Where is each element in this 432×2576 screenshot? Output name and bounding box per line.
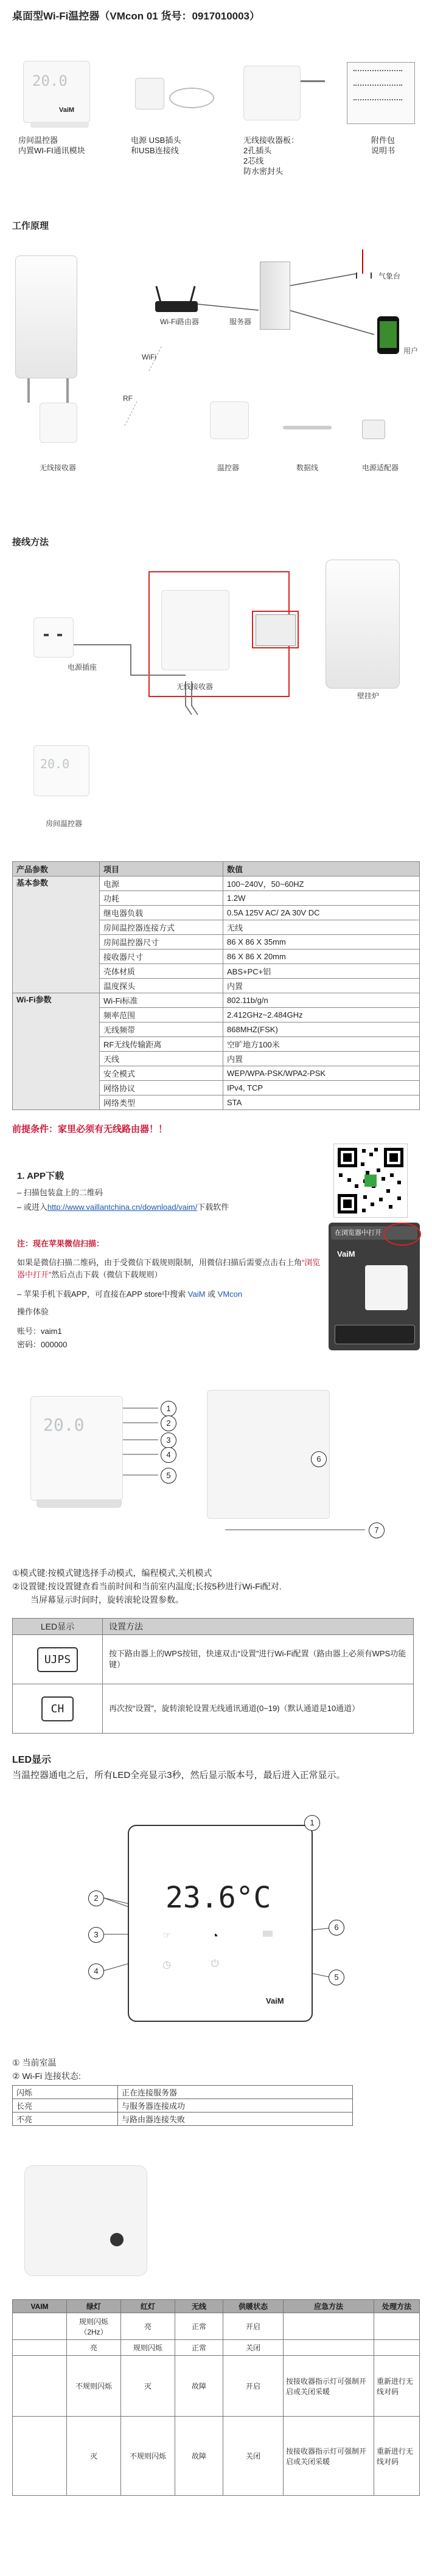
led-callout-1: 1 [304, 1815, 320, 1831]
legend-item: ① 当前室温 [12, 2058, 57, 2067]
cable-label: 数据线 [296, 463, 318, 472]
led-display-cell [13, 1635, 103, 1684]
brand-logo: VaiM [59, 106, 75, 114]
legend [12, 2056, 81, 2083]
caption-thermostat: 房间温控器 内置WI-FI通讯模块 [18, 136, 85, 155]
callout-3: 3 [161, 1432, 176, 1448]
router-label: Wi-Fi路由器 [160, 318, 199, 326]
header-cell: 项目 [100, 862, 223, 877]
led-table-header [13, 1619, 414, 1635]
table-cell: 温度探头 [100, 979, 223, 993]
table-cell [374, 2313, 420, 2340]
back-view-image [207, 1390, 330, 1519]
led-callout-4: 4 [88, 1963, 104, 1979]
table-cell: 正常 [175, 2340, 223, 2356]
header-cell: 绿灯 [67, 2300, 121, 2313]
status-table-wrap [12, 2085, 353, 2126]
fault-table-header [13, 2300, 420, 2313]
table-cell: 内置 [223, 979, 420, 993]
wifi-icon: ◔ [211, 1929, 219, 1943]
wiring-title: 接线方法 [12, 537, 49, 547]
hand-icon: ☞ [162, 1931, 172, 1941]
table-row [13, 1684, 414, 1734]
note-paragraph: 如果是微信扫描二维码，由于受微信下载规则限制，用微信扫描后需要点击右上角“浏览器中打开”然后点击下载（微信下载规则） [17, 1258, 321, 1279]
server-label: 服务器 [229, 318, 251, 326]
header-cell: 数值 [223, 862, 420, 877]
phone-brand: VaiM [337, 1249, 355, 1258]
router-image [155, 301, 198, 312]
header-cell: 设置方法 [103, 1619, 414, 1635]
user-label: 用户 [403, 347, 418, 355]
download-line: – 或进入http://www.vaillantchina.cn/download/vaim/下载软件 [17, 1203, 229, 1212]
table-row [13, 2417, 420, 2496]
boiler-image [15, 255, 77, 378]
front-view-base [37, 1499, 122, 1508]
phone-thermostat-image [365, 1265, 408, 1310]
table-row [13, 2340, 420, 2356]
usb-cable-photo [169, 88, 214, 108]
caption-accessory: 附件包 说明书 [371, 136, 395, 155]
table-cell: IPv4, TCP [223, 1081, 420, 1095]
usb-adapter-photo [135, 78, 164, 109]
table-cell: 重新进行无线对码 [374, 2417, 420, 2496]
wiring-thermostat-display: 20.0 [40, 757, 70, 771]
wiring-thermostat-label: 房间温控器 [45, 819, 82, 828]
table-cell: 开启 [223, 2313, 284, 2340]
table-cell [284, 2313, 374, 2340]
header-cell: 应急方法 [284, 2300, 374, 2313]
table-cell: 不规则闪烁 [67, 2356, 121, 2417]
table-cell: 天线 [100, 1052, 223, 1066]
led-display: UJPS [37, 1647, 78, 1672]
fault-table-wrap [12, 2299, 420, 2496]
table-cell: 86 X 86 X 20mm [223, 950, 420, 964]
accessory-pack-photo [347, 62, 415, 124]
table-cell: 正在连接服务器 [118, 2086, 353, 2099]
instruction-line-1: ①模式键:按模式键选择手动模式，编程模式,关机模式 [12, 1568, 212, 1578]
thermostat-label: 温控器 [217, 463, 239, 472]
instructions [12, 1566, 420, 1606]
legend-item: ② Wi-Fi 连接状态: [12, 2071, 81, 2081]
table-cell: 闪烁 [13, 2086, 118, 2099]
table-cell: 按接收器指示灯可强制开启或关闭采暖 [284, 2417, 374, 2496]
cable-image [283, 426, 332, 429]
app-download-heading: 1. APP下载 [17, 1171, 64, 1181]
rf-label: RF [123, 394, 133, 403]
note-title: 注：现在苹果微信扫描： [17, 1239, 105, 1248]
open-in-browser-highlight [383, 1223, 421, 1246]
adapter-label: 电源适配器 [361, 463, 399, 472]
led-section-desc: 当温控器通电之后，所有LED全亮显示3秒，然后显示版本号，最后进入正常显示。 [12, 1770, 346, 1780]
socket-label: 电源插座 [67, 663, 97, 672]
spec-table-header [13, 862, 420, 877]
table-cell: 亮 [121, 2313, 175, 2340]
status-table [12, 2085, 353, 2126]
table-cell: WEP/WPA-PSK/WPA2-PSK [223, 1066, 420, 1081]
table-cell [13, 2356, 67, 2417]
callout-6: 6 [311, 1451, 327, 1467]
table-cell: RF无线传输距离 [100, 1037, 223, 1052]
wiring-thermostat-image [33, 745, 89, 796]
spec-table-wrap [12, 861, 420, 1110]
receiver-board [256, 614, 296, 646]
wiring-boiler-image [326, 560, 400, 689]
account-line: 账号：vaim1 [17, 1327, 62, 1336]
category-cell: Wi-Fi参数 [13, 993, 100, 1110]
led-callout-3: 3 [88, 1927, 104, 1943]
table-cell: 网络协议 [100, 1081, 223, 1095]
led-section-title: LED显示 [12, 1755, 52, 1765]
table-cell: 与路由器连接失败 [118, 2113, 353, 2126]
category-cell: 基本参数 [13, 877, 100, 993]
table-row [13, 877, 420, 891]
header-cell: 产品参数 [13, 862, 100, 877]
socket-image [33, 617, 74, 658]
receiver-photo [243, 66, 301, 120]
caption-receiver: 无线接收器板： 2孔插头 2芯线 防水密封头 [243, 136, 299, 176]
table-row [13, 2356, 420, 2417]
table-row [13, 2099, 353, 2113]
callout-7: 7 [369, 1522, 385, 1538]
table-cell: 亮 [67, 2340, 121, 2356]
receiver-closeup-image [24, 2165, 147, 2276]
adapter-image [362, 420, 385, 439]
wiring-receiver-image [161, 590, 229, 670]
box-contents [6, 36, 426, 182]
receiver-cable [301, 80, 325, 82]
table-row [13, 2313, 420, 2340]
download-link[interactable]: http://www.vaillantchina.cn/download/vaim/ [47, 1203, 198, 1212]
boiler-pipes [27, 378, 69, 403]
table-cell: 灭 [67, 2417, 121, 2496]
led-callout-6: 6 [329, 1920, 344, 1935]
device-views [12, 1384, 420, 1548]
caption-usb: 电源 USB插头 和USB连接线 [131, 136, 181, 155]
led-callout-2: 2 [88, 1890, 104, 1906]
table-row [13, 2113, 353, 2126]
mode-icon: ◷ [162, 1960, 171, 1970]
callout-2: 2 [161, 1415, 176, 1431]
table-cell: 正常 [175, 2313, 223, 2340]
header-cell: 红灯 [121, 2300, 175, 2313]
table-cell: 无线频带 [100, 1022, 223, 1037]
spec-table [12, 861, 420, 1110]
flame-icon [263, 1931, 273, 1937]
table-cell: 1.2W [223, 891, 420, 906]
table-cell: 按下路由器上的WPS按钮，快速双击“设置”进行Wi-Fi配置（路由器上必须有WPS功能键） [103, 1635, 414, 1684]
phone-screenshot [329, 1223, 420, 1350]
weather-label: 气象台 [378, 272, 400, 280]
weather-antenna-icon [362, 249, 363, 274]
table-cell [13, 2313, 67, 2340]
table-cell: 重新进行无线对码 [374, 2356, 420, 2417]
phone-image [377, 316, 399, 354]
table-row [13, 2086, 353, 2099]
ios-line: – 苹果手机下载APP，可直接在APP store中搜索 VaiM 或 VMcon [17, 1290, 243, 1299]
table-cell: 故障 [175, 2356, 223, 2417]
table-cell: 电源 [100, 877, 223, 891]
receiver-led-button[interactable] [110, 2233, 124, 2246]
led-temperature-display: 23.6°C [165, 1881, 271, 1915]
thermostat-stand [30, 122, 89, 128]
led-display-cell [13, 1684, 103, 1734]
guide-line: 操作体验 [17, 1307, 49, 1316]
table-cell: 功耗 [100, 891, 223, 906]
qr-code-pattern [334, 1144, 407, 1217]
open-in-browser-label[interactable]: 在浏览器中打开 [335, 1229, 381, 1237]
callout-4: 4 [161, 1447, 176, 1463]
password-line: 密码：000000 [17, 1340, 68, 1349]
callout-1: 1 [161, 1401, 176, 1417]
header-cell: LED显示 [13, 1619, 103, 1635]
table-cell: 接收器尺寸 [100, 950, 223, 964]
front-view-image [30, 1396, 123, 1501]
led-brand-logo: VaiM [266, 1996, 284, 2005]
header-cell: 供暖状态 [223, 2300, 284, 2313]
table-cell: 100~240V，50~60HZ [223, 877, 420, 891]
table-cell: 继电器负载 [100, 906, 223, 920]
table-cell: 802.11b/g/n [223, 993, 420, 1008]
led-thermostat-front [128, 1825, 313, 2022]
thermostat-display: 20.0 [32, 72, 68, 89]
thermostat-photo [23, 61, 90, 123]
table-cell: 不规则闪烁 [121, 2417, 175, 2496]
receiver-image [40, 403, 77, 443]
power-icon: ⏻ [211, 1959, 219, 1969]
header-cell: VAIM [13, 2300, 67, 2313]
led-display: CH [41, 1696, 74, 1721]
table-cell: 无线 [223, 920, 420, 935]
table-cell: 网络类型 [100, 1095, 223, 1110]
table-cell: 故障 [175, 2417, 223, 2496]
table-cell: STA [223, 1095, 420, 1110]
server-image [260, 262, 290, 330]
instruction-line-2: ②设置键:按设置键查看当前时间和当前室内温度;长按5秒进行Wi-Fi配对. [12, 1581, 282, 1591]
page-title: 桌面型Wi-Fi温控器（VMcon 01 货号：0917010003） [12, 10, 260, 22]
fault-table [12, 2299, 420, 2496]
wifi-label: WiFi [142, 353, 156, 361]
qr-code[interactable] [333, 1144, 408, 1218]
table-cell: 关闭 [223, 2340, 284, 2356]
table-cell: 不亮 [13, 2113, 118, 2126]
table-cell: 频率范围 [100, 1008, 223, 1022]
weather-antenna-base [356, 273, 372, 279]
table-cell: 86 X 86 X 35mm [223, 935, 420, 950]
table-cell: 按接收器指示灯可强制开启或关闭采暖 [284, 2356, 374, 2417]
table-cell: 灭 [121, 2356, 175, 2417]
boiler-label: 壁挂炉 [357, 692, 379, 700]
led-table-wrap [12, 1618, 420, 1734]
table-cell: 空旷地方100米 [223, 1037, 420, 1052]
table-cell: 房间温控器尺寸 [100, 935, 223, 950]
table-cell: 内置 [223, 1052, 420, 1066]
scan-line: – 扫描包装盒上的二维码 [17, 1188, 103, 1197]
table-cell: 长亮 [13, 2099, 118, 2113]
instruction-line-3: 当屏幕显示时间时，旋转滚轮设置参数。 [30, 1595, 184, 1605]
table-cell: 0.5A 125V AC/ 2A 30V DC [223, 906, 420, 920]
table-cell [13, 2417, 67, 2496]
table-cell: 壳体材质 [100, 964, 223, 979]
table-row [13, 1635, 414, 1684]
work-principle-diagram [9, 243, 423, 511]
table-cell: 安全模式 [100, 1066, 223, 1081]
receiver-label: 无线接收器 [39, 463, 76, 472]
table-cell: 与服务器连接成功 [118, 2099, 353, 2113]
table-cell [284, 2340, 374, 2356]
callout-5: 5 [161, 1468, 176, 1484]
premise-text: 前提条件：家里必须有无线路由器！！ [12, 1124, 168, 1134]
thermostat-image [210, 401, 249, 439]
table-cell: 房间温控器连接方式 [100, 920, 223, 935]
table-cell: 开启 [223, 2356, 284, 2417]
led-table [12, 1618, 414, 1734]
table-cell [374, 2340, 420, 2356]
table-cell: ABS+PC+铝 [223, 964, 420, 979]
led-diagram [12, 1807, 420, 2038]
table-cell: Wi-Fi标准 [100, 993, 223, 1008]
led-callout-5: 5 [329, 1970, 344, 1985]
header-cell: 处理方法 [374, 2300, 420, 2313]
table-cell: 规则闪烁 [121, 2340, 175, 2356]
table-cell: 868MHZ(FSK) [223, 1022, 420, 1037]
work-principle-title: 工作原理 [12, 221, 49, 231]
wiring-receiver-label: 无线接收器 [176, 682, 213, 691]
table-cell [13, 2340, 67, 2356]
table-cell: 2.412GHz~2.484GHz [223, 1008, 420, 1022]
wiring-diagram [9, 560, 423, 845]
table-row [13, 993, 420, 1008]
table-cell: 再次按“设置”，旋转滚轮设置无线通讯通道(0~19)（默认通道是10通道） [103, 1684, 414, 1734]
app-store-badges[interactable] [335, 1325, 415, 1344]
table-cell: 规则闪烁（2Hz） [67, 2313, 121, 2340]
header-cell: 无线 [175, 2300, 223, 2313]
front-view-display: 20.0 [43, 1415, 85, 1435]
table-cell: 关闭 [223, 2417, 284, 2496]
